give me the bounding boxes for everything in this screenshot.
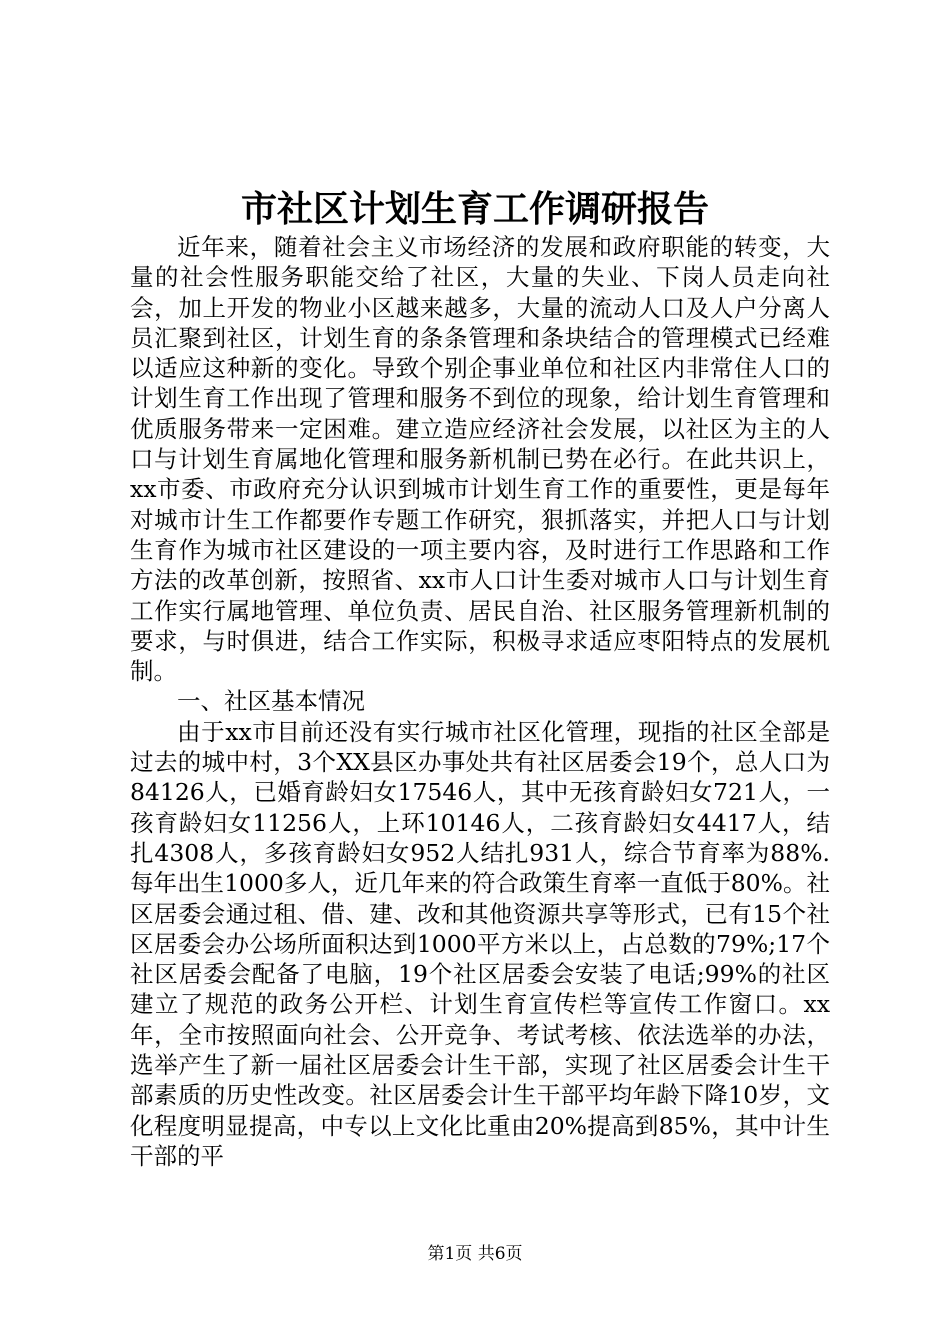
page-footer: 第1页 共6页 (427, 1244, 523, 1264)
paragraph-intro: 近年来，随着社会主义市场经济的发展和政府职能的转变，大量的社会性服务职能交给了社区，大量的失业、下岗人员走向社会，加上开发的物业小区越来越多，大量的流动人口及人户分离人员汇聚到社区，计划生育的条条管理和条块结合的管理模式已经难以适应这种新的变化。导致个别企事业单位和社区内非常住人口的计划生育工作出现了管理和服务不到位的现象，给计划生育管理和优质服务带来一定困难。建立造应经济社会发展，以社区为主的人口与计划生育属地化管理和服务新机制已势在必行。在此共识上，xx市委、市政府充分认识到城市计划生育工作的重要性，更是每年对城市计生工作都要作专题工作研究，狠抓落实，并把人口与计划生育作为城市社区建设的一项主要内容，及时进行工作思路和工作方法的改革创新，按照省、xx市人口计生委对城市人口与计划生育工作实行属地管理、单位负责、居民自治、社区服务管理新机制的要求，与时俱进，结合工作实际，积极寻求适应枣阳特点的发展机制。 (130, 233, 830, 686)
document-body (130, 232, 830, 1171)
document-title: 市社区计划生育工作调研报告 (240, 188, 709, 230)
paragraph-basic-info: 由于xx市目前还没有实行城市社区化管理，现指的社区全部是过去的城中村，3个XX县区办事处共有社区居委会19个，总人口为84126人，已婚育龄妇女17546人，其中无孩育龄妇女721人，一孩育龄妇女11256人，上环10146人，二孩育龄妇女4417人，结扎4308人，多孩育龄妇女952人结扎931人，综合节育率为88%.每年出生1000多人，近几年来的符合政策生育率一直低于80%。社区居委会通过租、借、建、改和其他资源共享等形式，已有15个社区居委会办公场所面积达到1000平方米以上，占总数的79%;17个社区居委会配备了电脑，19个社区居委会安装了电话;99%的社区建立了规范的政务公开栏、计划生育宣传栏等宣传工作窗口。xx年，全市按照面向社会、公开竞争、考试考核、依法选举的办法，选举产生了新一届社区居委会计生干部，实现了社区居委会计生干部素质的历史性改变。社区居委会计生干部平均年龄下降10岁，文化程度明显提高，中专以上文化比重由20%提高到85%，其中计生干部的平 (130, 717, 830, 1170)
section-heading-basic-info: 一、社区基本情况 (177, 687, 365, 716)
